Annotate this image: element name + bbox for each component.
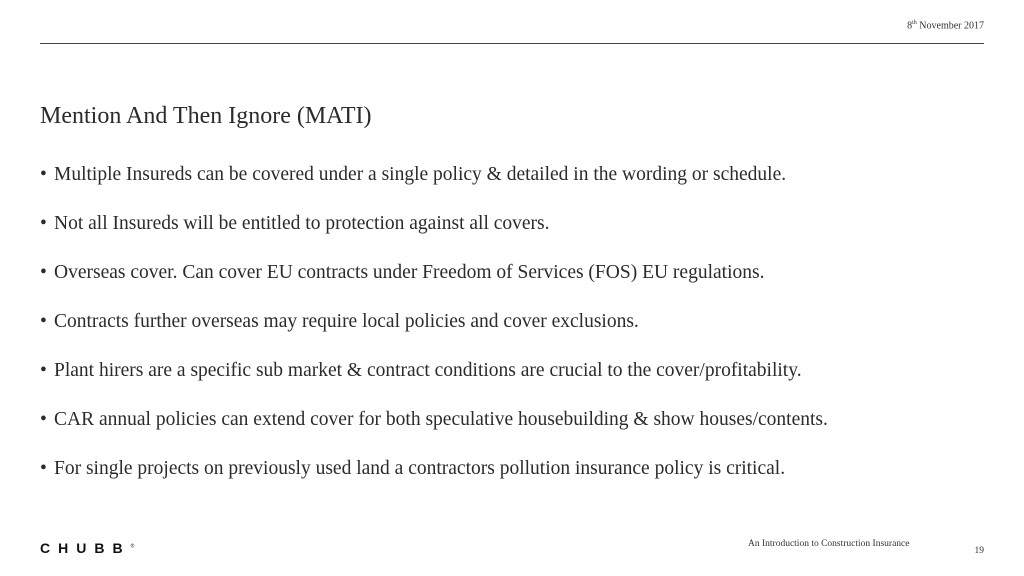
- bullet-item: [40, 359, 990, 383]
- date-suffix: th: [912, 20, 917, 26]
- header-divider: [40, 43, 984, 44]
- bullet-item: [40, 212, 990, 236]
- logo-text: CHUBB: [40, 540, 131, 556]
- bullet-text: CAR annual policies can extend cover for both speculative housebuilding & show houses/contents.: [54, 409, 828, 430]
- slide-date: [907, 20, 984, 31]
- bullet-item: [40, 163, 990, 187]
- bullet-icon: •: [40, 262, 47, 283]
- logo-registered-mark: ®: [130, 543, 135, 550]
- bullet-text: For single projects on previously used land a contractors pollution insurance policy is critical.: [54, 458, 786, 479]
- bullet-icon: •: [40, 213, 47, 234]
- bullet-list: [40, 163, 990, 506]
- bullet-text: Multiple Insureds can be covered under a single policy & detailed in the wording or schedule.: [54, 164, 787, 185]
- bullet-text: Overseas cover. Can cover EU contracts under Freedom of Services (FOS) EU regulations.: [54, 262, 765, 283]
- footer-caption: An Introduction to Construction Insurance: [748, 539, 910, 549]
- date-month-year: November 2017: [916, 20, 984, 32]
- bullet-icon: •: [40, 311, 47, 332]
- bullet-icon: •: [40, 360, 47, 381]
- bullet-item: [40, 261, 990, 285]
- date-day: 8: [907, 20, 913, 32]
- bullet-item: [40, 310, 990, 334]
- bullet-text: Not all Insureds will be entitled to protection against all covers.: [54, 213, 550, 234]
- bullet-icon: •: [40, 458, 47, 479]
- bullet-text: Plant hirers are a specific sub market & contract conditions are crucial to the cover/profitability.: [54, 360, 802, 381]
- bullet-icon: •: [40, 164, 47, 185]
- chubb-logo: [40, 540, 134, 556]
- slide-title: Mention And Then Ignore (MATI): [40, 103, 372, 129]
- bullet-item: [40, 408, 990, 432]
- page-number: 19: [974, 546, 984, 556]
- bullet-icon: •: [40, 409, 47, 430]
- bullet-item: [40, 457, 990, 481]
- bullet-text: Contracts further overseas may require local policies and cover exclusions.: [54, 311, 639, 332]
